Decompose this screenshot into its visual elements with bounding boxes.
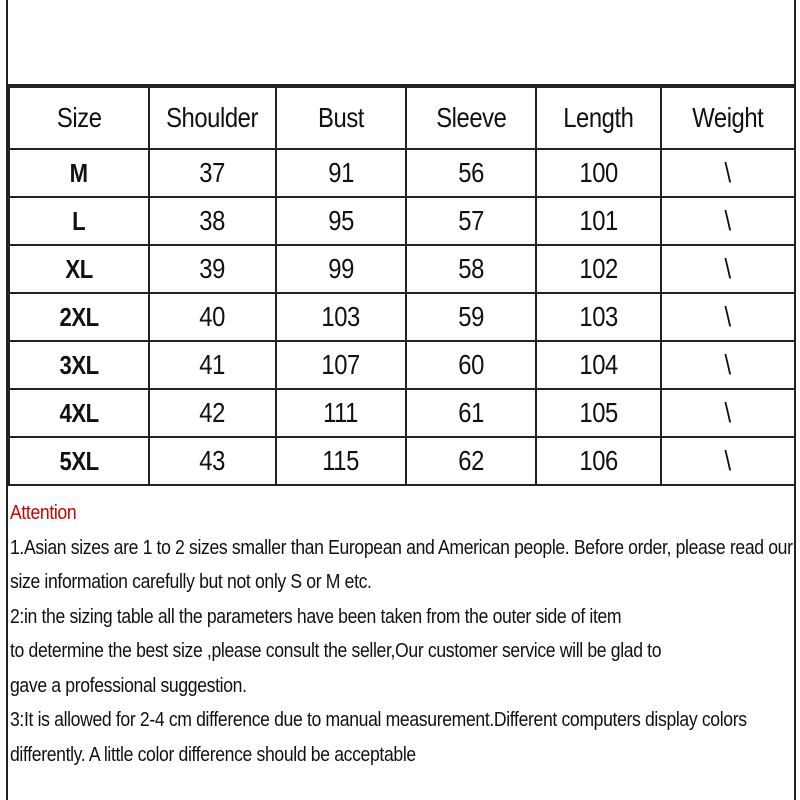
table-row (9, 197, 795, 245)
cell-sleeve: 61 (406, 389, 536, 437)
table-row (9, 341, 795, 389)
cell-sleeve: 62 (406, 437, 536, 485)
cell-sleeve: 60 (406, 341, 536, 389)
cell-length: 102 (536, 245, 661, 293)
cell-bust: 107 (276, 341, 406, 389)
cell-bust: 111 (276, 389, 406, 437)
cell-shoulder: 42 (149, 389, 276, 437)
cell-weight: \ (661, 437, 795, 485)
cell-bust: 99 (276, 245, 406, 293)
cell-length: 106 (536, 437, 661, 485)
cell-shoulder: 40 (149, 293, 276, 341)
cell-size: 5XL (9, 437, 149, 485)
header-size: Size (9, 87, 149, 149)
size-chart-sheet (6, 0, 796, 800)
note-line: gave a professional suggestion. (10, 674, 247, 697)
note-line: 3:It is allowed for 2-4 cm difference due to manual measurement.Different computers display colors (10, 709, 747, 731)
attention-heading: Attention (10, 502, 77, 524)
cell-size: 2XL (9, 293, 149, 341)
size-table (8, 86, 796, 486)
note-line: size information carefully but not only S or M etc. (10, 571, 372, 593)
cell-size: L (9, 197, 149, 245)
table-row (9, 437, 795, 485)
cell-size: XL (9, 245, 149, 293)
header-sleeve: Sleeve (406, 87, 536, 149)
cell-shoulder: 43 (149, 437, 276, 485)
cell-weight: \ (661, 293, 795, 341)
cell-weight: \ (661, 341, 795, 389)
cell-shoulder: 37 (149, 149, 276, 197)
cell-weight: \ (661, 149, 795, 197)
cell-length: 104 (536, 341, 661, 389)
top-blank-area (8, 0, 794, 86)
table-row (9, 389, 795, 437)
header-length: Length (536, 87, 661, 149)
cell-bust: 103 (276, 293, 406, 341)
cell-size: 3XL (9, 341, 149, 389)
note-line: differently. A little color difference should be acceptable (10, 743, 416, 766)
cell-weight: \ (661, 245, 795, 293)
table-row (9, 149, 795, 197)
cell-sleeve: 57 (406, 197, 536, 245)
cell-length: 101 (536, 197, 661, 245)
cell-length: 103 (536, 293, 661, 341)
cell-shoulder: 39 (149, 245, 276, 293)
table-row (9, 245, 795, 293)
note-line: 1.Asian sizes are 1 to 2 sizes smaller than European and American people. Before order, please read our (10, 536, 793, 559)
note-line: to determine the best size ,please consult the seller,Our customer service will be glad to (10, 640, 662, 662)
cell-bust: 91 (276, 149, 406, 197)
header-weight: Weight (661, 87, 795, 149)
cell-weight: \ (661, 197, 795, 245)
header-bust: Bust (276, 87, 406, 149)
cell-bust: 115 (276, 437, 406, 485)
notes-section (10, 496, 793, 772)
cell-shoulder: 38 (149, 197, 276, 245)
cell-length: 105 (536, 389, 661, 437)
cell-size: M (9, 149, 149, 197)
cell-shoulder: 41 (149, 341, 276, 389)
cell-sleeve: 58 (406, 245, 536, 293)
cell-sleeve: 59 (406, 293, 536, 341)
cell-weight: \ (661, 389, 795, 437)
header-shoulder: Shoulder (149, 87, 276, 149)
cell-sleeve: 56 (406, 149, 536, 197)
cell-size: 4XL (9, 389, 149, 437)
table-row (9, 293, 795, 341)
cell-length: 100 (536, 149, 661, 197)
table-header-row (9, 87, 795, 149)
note-line: 2:in the sizing table all the parameters have been taken from the outer side of item (10, 605, 622, 628)
cell-bust: 95 (276, 197, 406, 245)
